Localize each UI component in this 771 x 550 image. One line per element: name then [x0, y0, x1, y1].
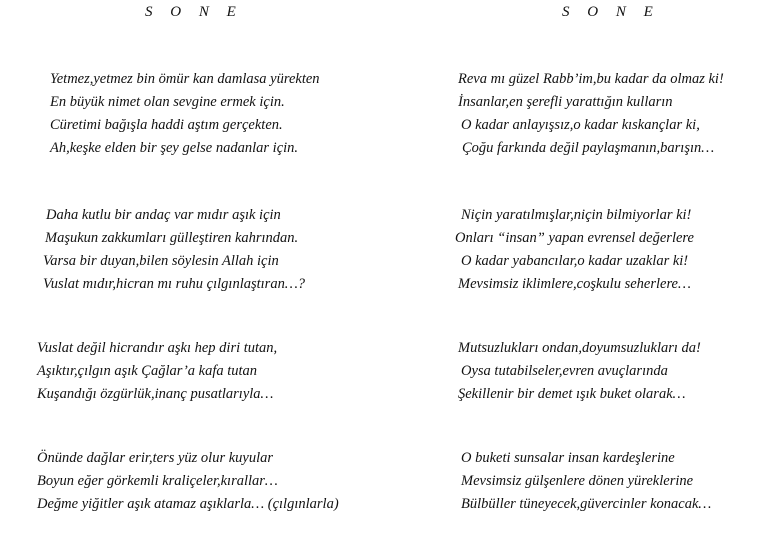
poem-line: O kadar anlayışsız,o kadar kıskançlar ki,	[461, 117, 700, 133]
poem-line: Onları “insan” yapan evrensel değerlere	[455, 230, 694, 246]
poem-line: Vuslat değil hicrandır aşkı hep diri tutan,	[37, 340, 278, 356]
poem-line: Maşukun zakkumları gülleştiren kahrından.	[45, 230, 299, 246]
poem-line: O kadar yabancılar,o kadar uzaklar ki!	[461, 253, 689, 269]
poem-line: Yetmez,yetmez bin ömür kan damlasa yürekten	[50, 71, 320, 87]
poem-line: Önünde dağlar erir,ters yüz olur kuyular	[37, 450, 274, 466]
poem-line: Vuslat mıdır,hicran mı ruhu çılgınlaştıran…?	[43, 276, 305, 292]
poem-line: Çoğu farkında değil paylaşmanın,barışın…	[462, 140, 715, 156]
poem-line: İnsanlar,en şerefli yarattığın kulların	[458, 94, 673, 110]
poem-line: Mevsimsiz gülşenlere dönen yüreklerine	[461, 473, 694, 489]
poem-line: Kuşandığı özgürlük,inanç pusatlarıyla…	[37, 386, 274, 402]
poem-line: O buketi sunsalar insan kardeşlerine	[461, 450, 675, 466]
right-poem-title: S O N E	[562, 4, 660, 20]
left-poem-title: S O N E	[145, 4, 243, 20]
poem-line: Varsa bir duyan,bilen söylesin Allah için	[43, 253, 279, 269]
poem-line: Bülbüller tüneyecek,güvercinler konacak…	[461, 496, 712, 512]
poem-line: Mevsimsiz iklimlere,coşkulu seherlere…	[458, 276, 691, 292]
poem-line: Mutsuzlukları ondan,doyumsuzlukları da!	[458, 340, 701, 356]
poem-line: Reva mı güzel Rabb’im,bu kadar da olmaz ki!	[458, 71, 724, 87]
poem-line: Cüretimi bağışla haddi aştım gerçekten.	[50, 117, 283, 133]
poem-line: Daha kutlu bir andaç var mıdır aşık için	[46, 207, 281, 223]
poem-line: Değme yiğitler aşık atamaz aşıklarla… (çılgınlarla)	[37, 496, 339, 512]
poem-line: Niçin yaratılmışlar,niçin bilmiyorlar ki!	[461, 207, 692, 223]
poem-line: Boyun eğer görkemli kraliçeler,kırallar…	[37, 473, 278, 489]
poem-line: Aşıktır,çılgın aşık Çağlar’a kafa tutan	[37, 363, 258, 379]
poem-line: Ah,keşke elden bir şey gelse nadanlar için.	[50, 140, 299, 156]
poem-line: Oysa tutabilseler,evren avuçlarında	[461, 363, 668, 379]
poem-line: Şekillenir bir demet ışık buket olarak…	[458, 386, 686, 402]
poem-line: En büyük nimet olan sevgine ermek için.	[50, 94, 285, 110]
